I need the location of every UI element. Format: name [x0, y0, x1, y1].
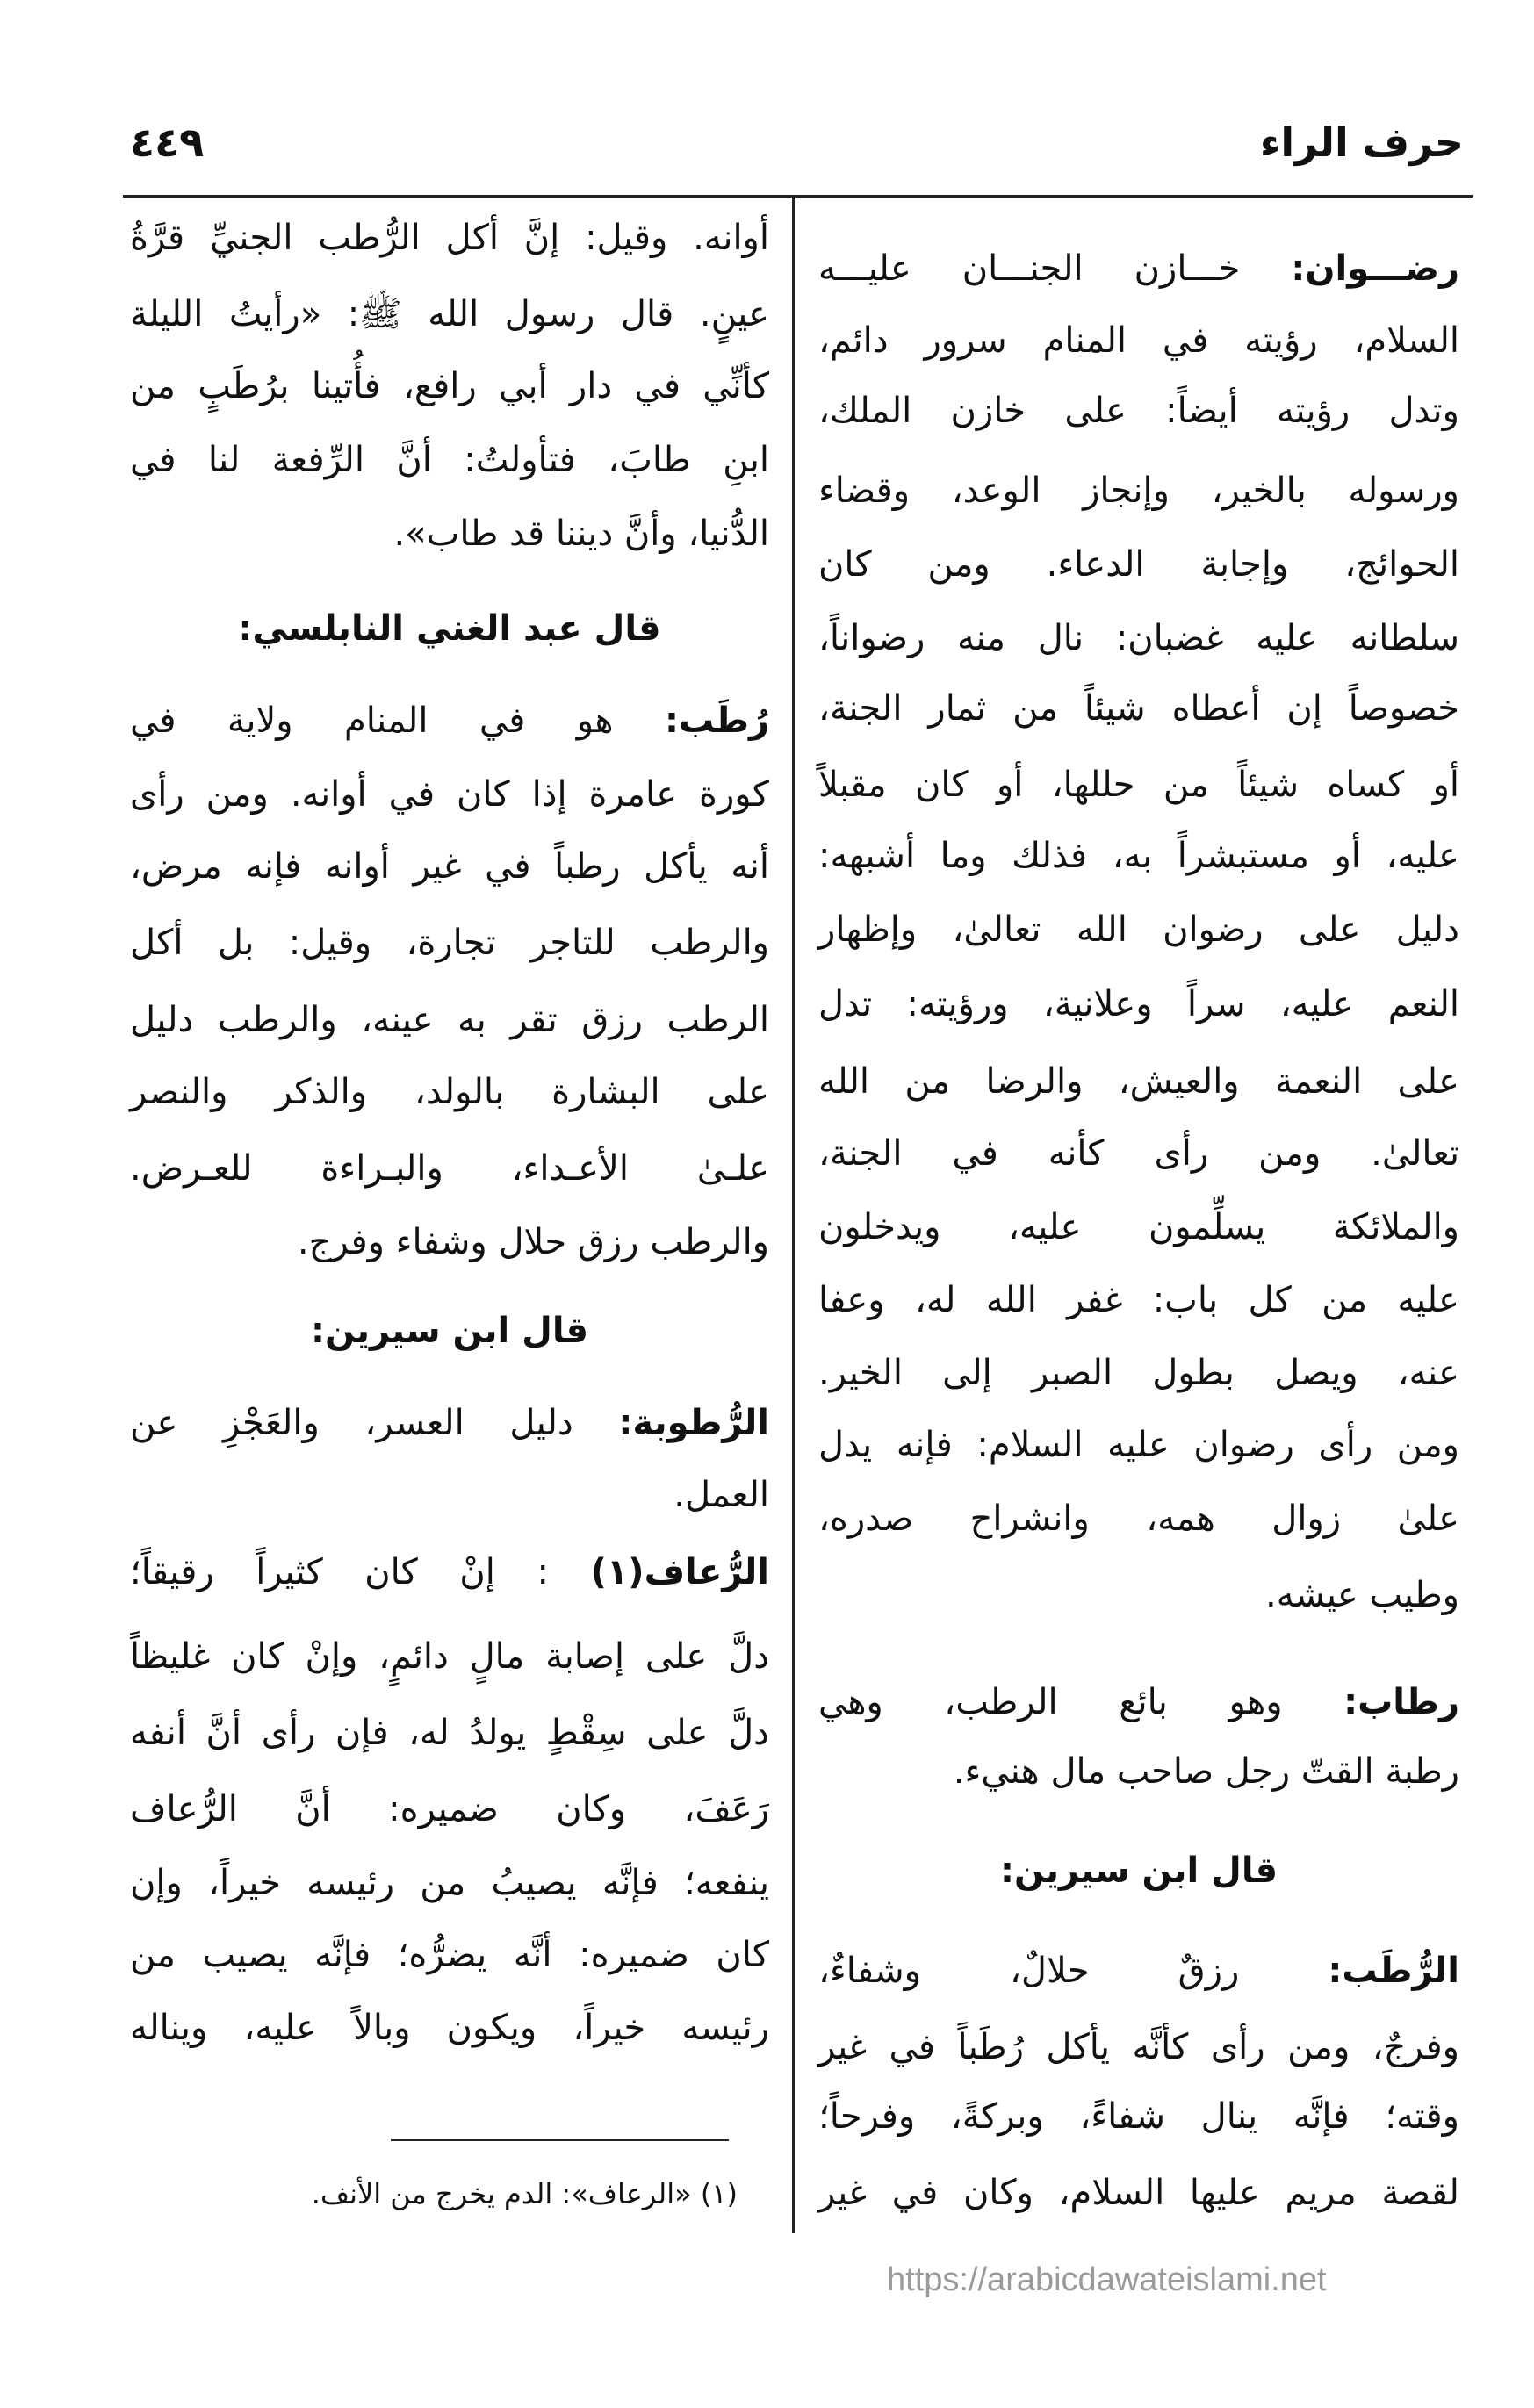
- line-text: ورسوله بالخير، وإنجاز الوعد، وقضاء: [818, 471, 1459, 512]
- line-text: والملائكة يسلِّمون عليه، ويدخلون: [818, 1206, 1459, 1247]
- text-line: [818, 1936, 1459, 2006]
- text-line: [818, 376, 1459, 446]
- chapter-title: حرف الراء: [1259, 119, 1464, 166]
- line-text: قال عبد الغني النابلسي:: [238, 608, 661, 650]
- text-line: [818, 1118, 1459, 1189]
- entry-keyword: الرُّعاف(١): [590, 1551, 769, 1592]
- text-line: [130, 1537, 769, 1607]
- text-line: [818, 603, 1459, 673]
- text-line: [818, 234, 1459, 304]
- text-line: [818, 2158, 1459, 2228]
- line-text: الحوائج، وإجابة الدعاء. ومن كان: [818, 543, 1459, 585]
- text-line: [818, 1338, 1459, 1408]
- line-text: رزقٌ حلالٌ، وشفاءٌ،: [818, 1950, 1329, 1991]
- text-line: [818, 821, 1459, 891]
- line-text: عنه، ويصل بطول الصبر إلى الخير.: [818, 1352, 1459, 1393]
- entry-keyword: الرُّطَب:: [1328, 1950, 1459, 1991]
- line-text: هو في المنام ولاية في: [130, 701, 665, 742]
- line-text: رَعَفَ، وكان ضميره: أنَّ الرُّعاف: [130, 1789, 769, 1830]
- line-text: ومن رأى رضوان عليه السلام: فإنه يدل: [818, 1424, 1459, 1465]
- line-text: دلَّ على إصابة مالٍ دائمٍ، وإنْ كان غليظاً: [130, 1635, 769, 1677]
- text-line: [130, 1133, 769, 1204]
- line-text: الرطب رزق تقر به عينه، والرطب دليل: [130, 999, 769, 1040]
- line-text: وتدل رؤيته أيضاً: على خازن الملك،: [818, 391, 1459, 432]
- header-rule: [123, 195, 1473, 198]
- text-line: [130, 499, 769, 569]
- line-text: السلام، رؤيته في المنام سرور دائم،: [818, 320, 1459, 361]
- text-line: [130, 1207, 769, 1277]
- text-line: [818, 1736, 1459, 1807]
- text-line: [130, 686, 769, 756]
- line-text: أنه يأكل رطباً في غير أوانه فإنه مرض،: [130, 846, 769, 888]
- text-line: [130, 759, 769, 830]
- entry-keyword: رُطَب:: [664, 701, 769, 742]
- footnote-rule: [391, 2139, 729, 2141]
- line-text: رئيسه خيراً، ويكون وبالاً عليه، ويناله: [130, 2007, 769, 2048]
- line-text: كان ضميره: أنَّه يضرُّه؛ فإنَّه يصيب من: [130, 1935, 769, 1976]
- text-line: [818, 1667, 1459, 1737]
- entry-keyword: رضـــوان:: [1291, 248, 1459, 289]
- line-text: والرطب رزق حلال وشفاء وفرج.: [297, 1222, 769, 1263]
- line-text: عليه من كل باب: غفر الله له، وعفا: [818, 1280, 1459, 1321]
- line-text: علىٰ زوال همه، وانشراح صدره،: [818, 1498, 1459, 1539]
- text-line: [818, 750, 1459, 820]
- text-line: [818, 305, 1459, 376]
- line-text: أو كساه شيئاً من حللها، أو كان مقبلاً: [818, 765, 1459, 806]
- line-text: تعالىٰ. ومن رأى كأنه في الجنة،: [818, 1132, 1459, 1174]
- line-text: على النعمة والعيش، والرضا من الله: [818, 1060, 1459, 1102]
- line-text: والرطب للتاجر تجارة، وقيل: بل أكل: [130, 923, 769, 964]
- line-text: كورة عامرة إذا كان في أوانه. ومن رأى: [130, 773, 769, 815]
- line-text: لقصة مريم عليها السلام، وكان في غير: [818, 2173, 1459, 2214]
- text-line: [130, 1621, 769, 1692]
- line-text: ينفعه؛ فإنَّه يصيبُ من رئيسه خيراً، وإن: [130, 1863, 769, 1904]
- text-line: [130, 1388, 769, 1458]
- text-line: [130, 1920, 769, 1990]
- footnote: (١) «الرعاف»: الدم يخرج من الأنف.: [311, 2177, 738, 2210]
- text-line: [818, 1484, 1459, 1554]
- line-text: علـىٰ الأعـداء، والبـراءة للعـرض.: [130, 1148, 769, 1190]
- text-line: [130, 908, 769, 978]
- line-text: خـــازن الجنـــان عليـــه: [818, 248, 1292, 289]
- line-text: وفرجٌ، ومن رأى كأنَّه يأكل رُطَباً في غير: [818, 2027, 1459, 2068]
- text-line: [818, 895, 1459, 965]
- line-text: ابنِ طابَ، فتأولتُ: أنَّ الرِّفعة لنا في: [130, 440, 769, 481]
- text-line: [818, 1192, 1459, 1262]
- text-line: [818, 1410, 1459, 1480]
- line-text: قال ابن سيرين:: [310, 1311, 589, 1352]
- text-line: [818, 969, 1459, 1039]
- text-line: [130, 1848, 769, 1918]
- line-text: الدُّنيا، وأنَّ ديننا قد طاب».: [393, 513, 769, 554]
- line-text: عليه، أو مستبشراً به، فذلك وما أشبهه:: [818, 835, 1459, 876]
- line-text: وطيب عيشه.: [1265, 1574, 1459, 1615]
- line-text: دلَّ على سِقْطٍ يولدُ له، فإن رأى أنَّ أنفه: [130, 1713, 769, 1754]
- text-line: [818, 1265, 1459, 1335]
- line-text: قال ابن سيرين:: [999, 1851, 1278, 1892]
- line-text: العمل.: [673, 1475, 769, 1516]
- text-line: [818, 456, 1459, 526]
- text-line: [130, 1698, 769, 1768]
- section-heading: [818, 1836, 1459, 1906]
- line-text: على البشارة بالولد، والذكر والنصر: [130, 1071, 769, 1112]
- page-number: ٤٤٩: [130, 119, 205, 166]
- text-line: [130, 425, 769, 495]
- line-text: عينٍ. قال رسول الله ﷺ: «رأيتُ الليلة: [130, 294, 769, 335]
- text-line: [818, 1560, 1459, 1630]
- text-line: [130, 279, 769, 349]
- line-text: النعم عليه، سراً وعلانية، ورؤيته: تدل: [818, 984, 1459, 1025]
- text-line: [818, 673, 1459, 744]
- text-line: [818, 529, 1459, 600]
- text-line: [818, 2012, 1459, 2082]
- line-text: كأنِّي في دار أبي رافع، فأُتينا برُطَبٍ من: [130, 366, 769, 407]
- entry-keyword: رطاب:: [1343, 1682, 1459, 1723]
- entry-keyword: الرُّطوبة:: [618, 1403, 769, 1444]
- text-line: [130, 985, 769, 1055]
- text-line: [130, 203, 769, 273]
- line-text: دليل على رضوان الله تعالىٰ، وإظهار: [818, 909, 1459, 950]
- section-heading: [130, 593, 769, 664]
- line-text: سلطانه عليه غضبان: نال منه رضواناً،: [818, 617, 1459, 658]
- text-line: [818, 2081, 1459, 2152]
- line-text: خصوصاً إن أعطاه شيئاً من ثمار الجنة،: [818, 688, 1459, 730]
- watermark-url: https://arabicdawateislami.net: [887, 2261, 1327, 2298]
- line-text: وهو بائع الرطب، وهي: [818, 1682, 1344, 1723]
- text-line: [130, 1993, 769, 2063]
- column-divider: [792, 197, 795, 2233]
- text-line: [130, 1057, 769, 1127]
- text-line: [130, 1460, 769, 1530]
- text-line: [130, 1774, 769, 1844]
- line-text: أوانه. وقيل: إنَّ أكل الرُّطب الجنيِّ قرَّةُ: [130, 217, 769, 258]
- text-line: [130, 831, 769, 902]
- line-text: : إنْ كان كثيراً رقيقاً؛: [130, 1551, 591, 1592]
- line-text: دليل العسر، والعَجْزِ عن: [130, 1403, 619, 1444]
- text-line: [818, 1046, 1459, 1117]
- line-text: وقته؛ فإنَّه ينال شفاءً، وبركةً، وفرحاً؛: [818, 2095, 1459, 2137]
- line-text: رطبة القتّ رجل صاحب مال هنيء.: [953, 1750, 1459, 1792]
- text-line: [130, 351, 769, 421]
- section-heading: [130, 1296, 769, 1366]
